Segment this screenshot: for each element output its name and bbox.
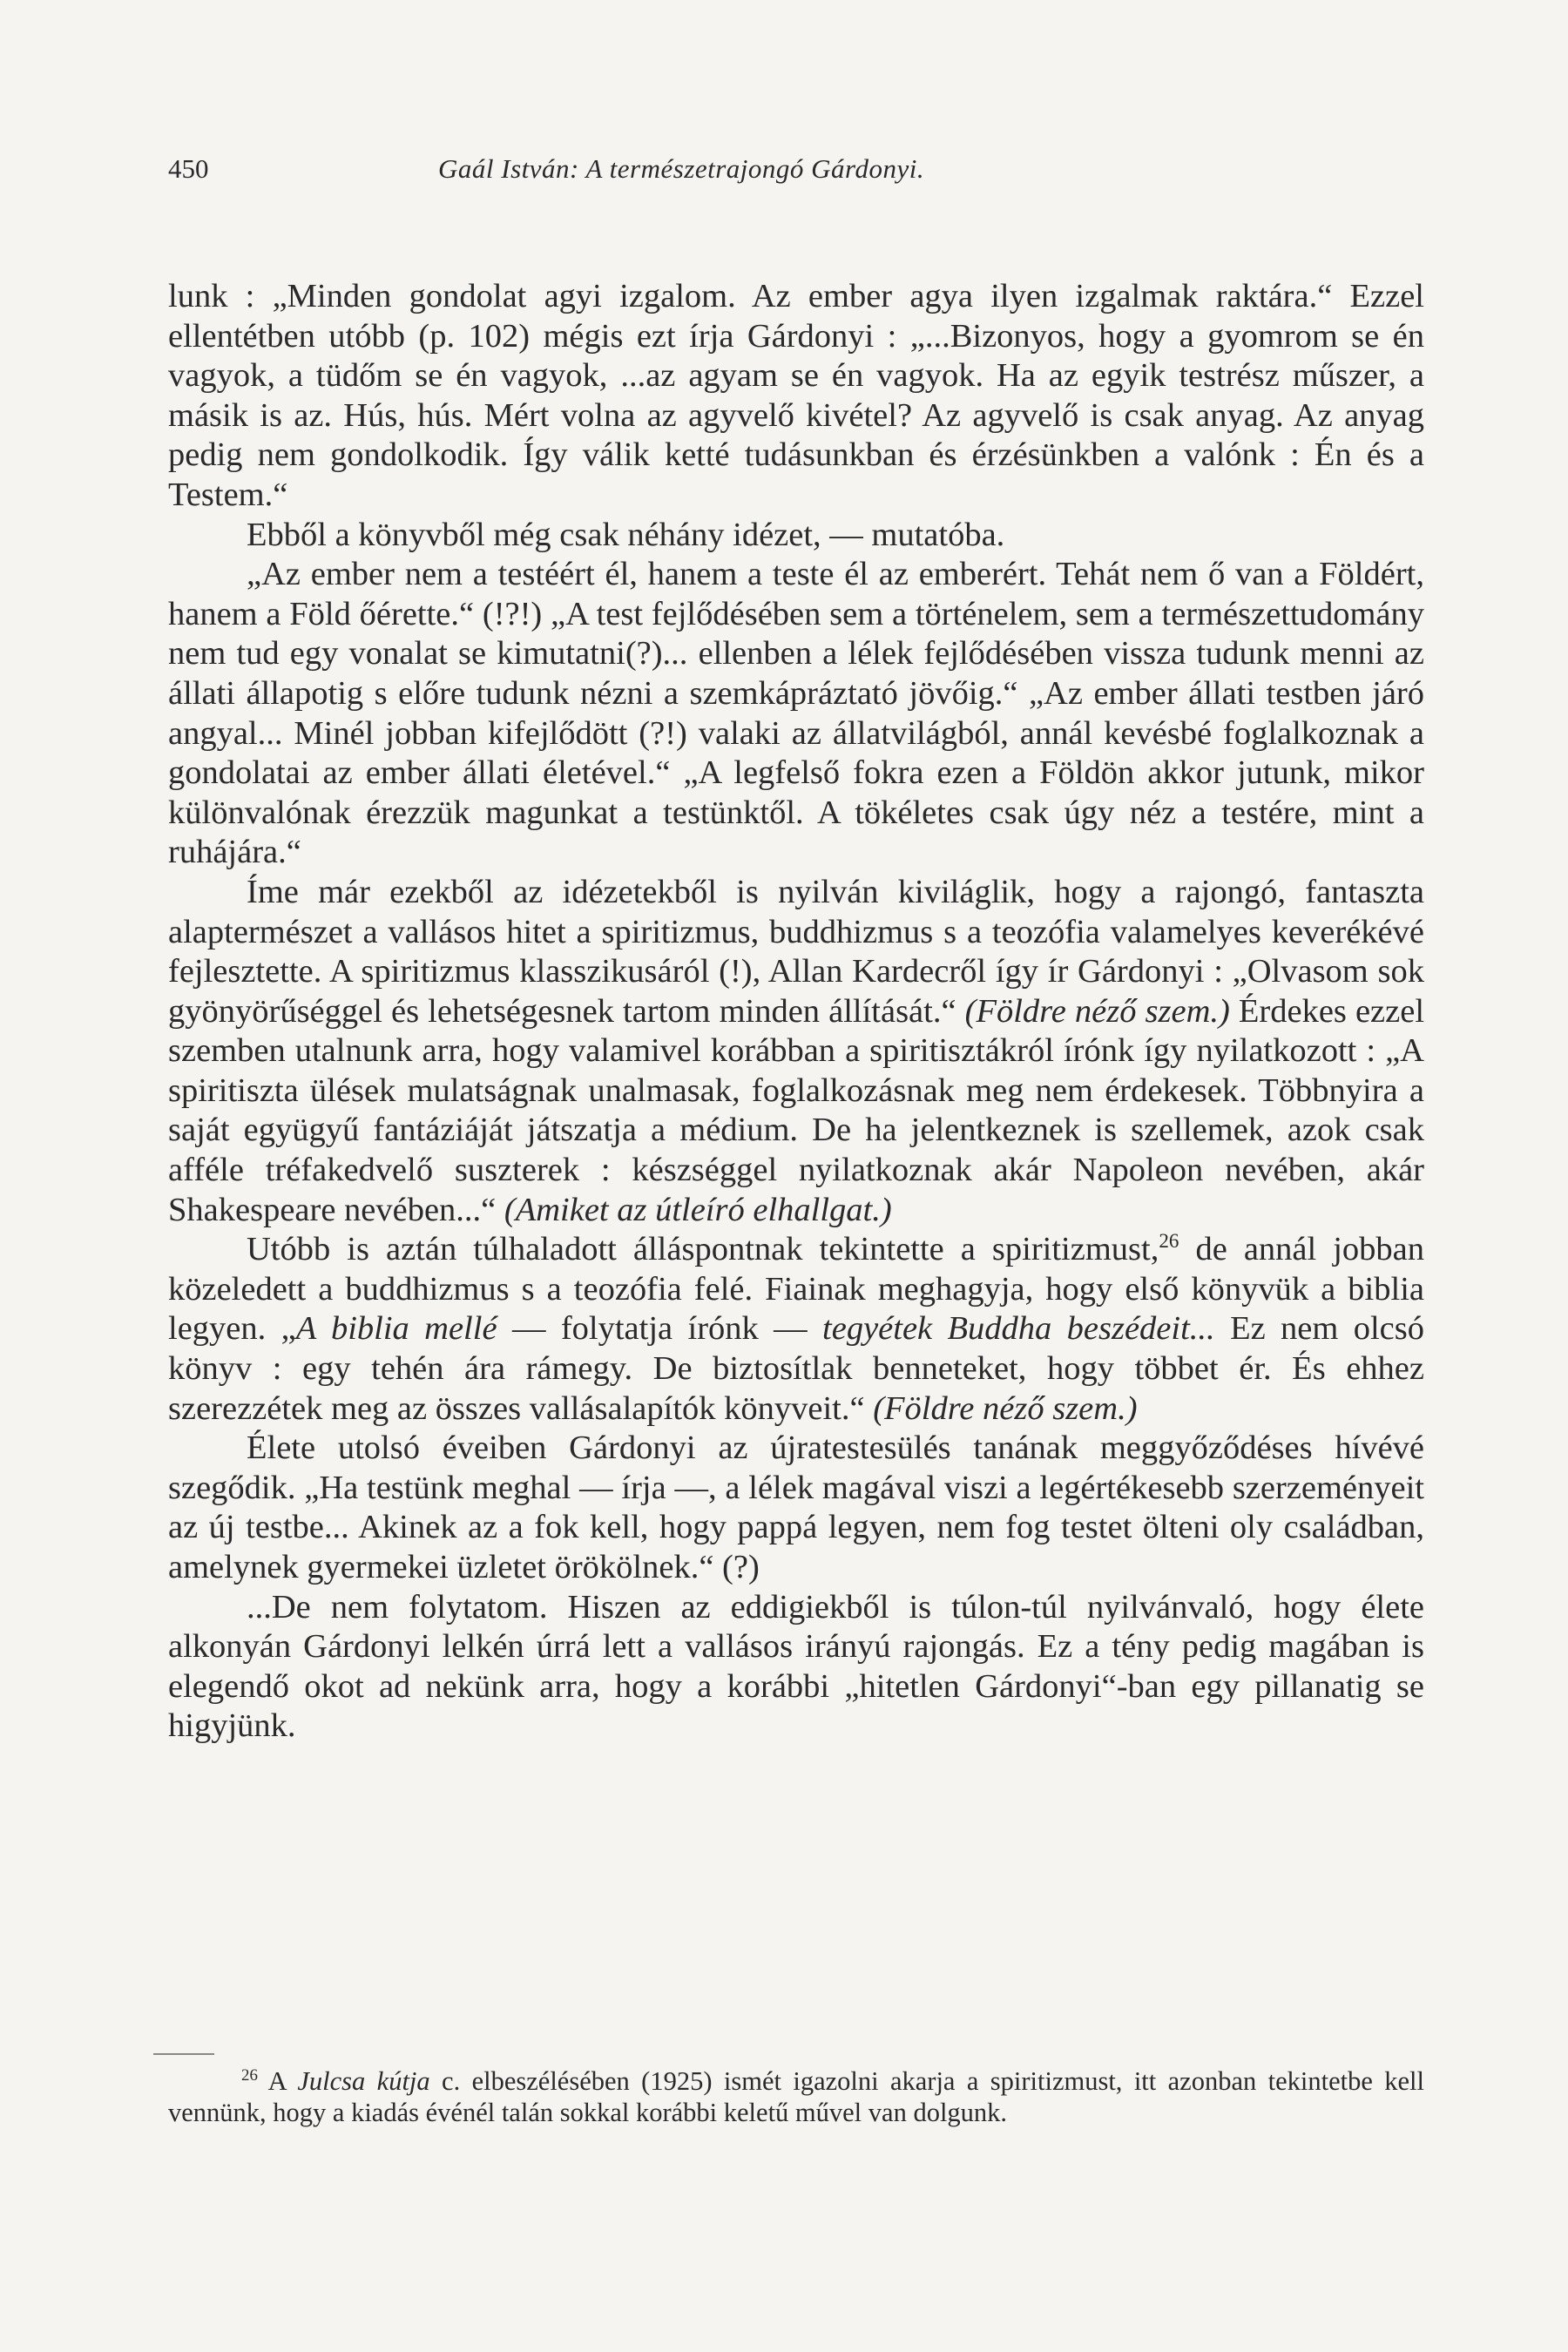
footnote-separator (153, 2053, 214, 2055)
paragraph-5-text-a: Utóbb is aztán túlhaladott álláspontnak tekintette a spiritizmust, (247, 1231, 1159, 1268)
paragraph-5-text-c: — folytatja írónk — (511, 1310, 808, 1348)
paragraph-5-text-b: de annál jobban közeledett a buddhizmus s a teozófia felé. Fiainak meghagyja, hogy első könyvük a biblia legyen. „ (168, 1231, 1424, 1348)
page-header (168, 153, 1423, 185)
paragraph-4-citation-a: (Földre néző szem.) (964, 992, 1230, 1030)
footnote-reference: 26 (1159, 1229, 1179, 1253)
paragraph-4-text-b: Érdekes ezzel szemben utalnunk arra, hogy valamivel korábban a spiritisztákról írónk így nyilatkozott : „A spiritiszta ülések mulatságnak unalmasak, foglalkozásnak meg nem érdekesek. Többnyira a saját együgyű fantáziáját játszatja a médium. De ha jelentkeznek is szellemek, azok csak afféle tréfakedvelő suszterek : készséggel nyilatkoznak akár Napoleon nevében, akár Shakespeare nevében...“ (168, 992, 1425, 1228)
paragraph-1: lunk : „Minden gondolat agyi izgalom. Az ember agya ilyen izgalmak raktára.“ Ezzel ellentétben utóbb (p. 102) mégis ezt írja Gárdonyi : „...Bizonyos, hogy a gyomrom se én vagyok, a tüdőm se én vagyok, ...az agyam se én vagyok. Ha az egyik testrész műszer, a másik is az. Hús, hús. Mért volna az agyvelő kivétel? Az agyvelő is csak anyag. Az anyag pedig nem gondolkodik. Így válik ketté tudásunkban és érzésünkben a valónk : Én és a Testem.“ (168, 278, 1424, 513)
paragraph-7: ...De nem folytatom. Hiszen az eddigiekből is túlon-túl nyilvánvaló, hogy élete alkonyán Gárdonyi lelkén úrrá lett a vallásos irányú rajongás. Ez a tény pedig magában is elegendő okot ad nekünk arra, hogy a korábbi „hitetlen Gárdonyi“-ban egy pillanatig se higyjünk. (168, 1588, 1424, 1745)
paragraph-5-text-d: Ez nem olcsó könyv : egy tehén ára rámegy. De biztosítlak benneteket, hogy többet ér. És ehhez szerezzétek meg az összes vallásalapítók könyveit.“ (168, 1310, 1424, 1427)
body-text (168, 277, 1424, 1747)
footnote-title: Julcsa kútja (297, 2066, 430, 2096)
footnote-text-a: A (267, 2066, 286, 2096)
running-title: Gaál István: A természetrajongó Gárdonyi. (438, 153, 925, 184)
footnote (168, 2066, 1424, 2128)
footnote-mark: 26 (241, 2065, 258, 2085)
paragraph-4 (168, 873, 1424, 1230)
paragraph-3: „Az ember nem a testéért él, hanem a teste él az emberért. Tehát nem ő van a Földért, hanem a Föld őérette.“ (!?!) „A test fejlődésében sem a történelem, sem a természettudomány nem tud egy vonalat se kimutatni(?)... ellenben a lélek fejlődésében vissza tudunk menni az állati állapotig s előre tudunk nézni a szemkápráztató jövőig.“ „Az ember állati testben járó angyal... Minél jobban kifejlődött (?!) valaki az állatvilágból, annál kevésbé foglalkoznak a gondolatai az ember állati életével.“ „A legfelső fokra ezen a Földön akkor jutunk, mikor különvalónak érezzük magunkat a testünktől. A tökéletes csak úgy néz a testére, mint a ruhájára.“ (168, 556, 1424, 871)
paragraph-5-quote-em: A biblia mellé (295, 1310, 497, 1348)
paragraph-6: Élete utolsó éveiben Gárdonyi az újratestesülés tanának meggyőződéses hívévé szegődik. „Ha testünk meghal — írja —, a lélek magával viszi a legértékesebb szerzeményeit az új testbe... Akinek az a fok kell, hogy pappá legyen, nem fog testet ölteni oly családban, amelynek gyermekei üzletet örökölnek.“ (?) (168, 1429, 1424, 1585)
paragraph-4-citation-b: (Amiket az útleíró elhallgat.) (504, 1191, 892, 1228)
paragraph-4-text-a: Íme már ezekből az idézetekből is nyilván kiviláglik, hogy a rajongó, fantaszta alaptermészet a vallásos hitet a spiritizmus, buddhizmus s a teozófia valamelyes keverékévé fejlesztette. A spiritizmus klasszikusáról (!), Allan Kardecről így ír Gárdonyi : „Olvasom sok gyönyörűséggel és lehetségesnek tartom minden állítását.“ (168, 873, 1424, 1030)
paragraph-2: Ebből a könyvből még csak néhány idézet, — mutatóba. (247, 516, 1005, 553)
paragraph-5 (168, 1230, 1424, 1429)
paragraph-5-citation: (Földre néző szem.) (873, 1389, 1138, 1427)
footnote-text-b: c. elbeszélésében (1925) ismét igazolni akarja a spiritizmust, itt azonban tekintetbe kell vennünk, hogy a kiadás événél talán sokkal korábbi keletű művel van dolgunk. (168, 2066, 1425, 2127)
page-number: 450 (168, 153, 209, 184)
paragraph-5-quote-em-2: tegyétek Buddha beszédeit... (822, 1310, 1215, 1348)
